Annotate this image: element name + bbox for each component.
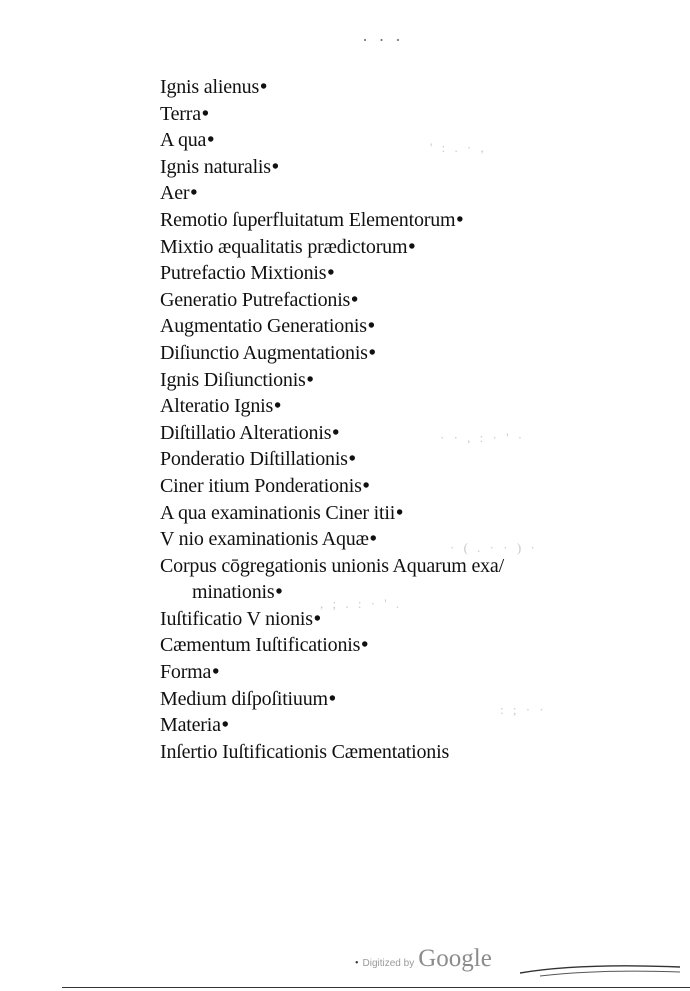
entry-text: A qua examinationis Ciner itii: [160, 501, 396, 524]
entry-text: A qua: [160, 129, 207, 152]
entry-text: Ponderatio Diſtillationis: [160, 448, 348, 471]
entry-text: Materia: [160, 714, 221, 737]
list-item: [160, 632, 504, 659]
entry-terminator: •: [306, 368, 314, 391]
entry-terminator: •: [368, 341, 376, 364]
page-mark: · · ·: [362, 30, 404, 50]
list-item: [160, 127, 504, 154]
entry-text: Diſtillatio Alterationis: [160, 421, 332, 444]
entry-terminator: •: [367, 315, 375, 338]
entry-terminator: •: [369, 528, 377, 551]
list-item: [160, 340, 504, 367]
entry-text: Terra: [160, 102, 201, 125]
list-item: [160, 207, 504, 234]
list-item: [160, 712, 504, 739]
entry-terminator: •: [327, 262, 335, 285]
entry-terminator: •: [271, 155, 279, 178]
entry-text: Ignis alienus: [160, 76, 260, 98]
list-item: [160, 287, 504, 314]
entry-terminator: •: [348, 448, 356, 471]
entry-terminator: •: [274, 395, 282, 418]
entries-list: [160, 74, 504, 765]
list-item: [160, 234, 504, 261]
bleed-through: : ; · ·: [500, 702, 547, 717]
entry-text: Iuſtificatio V nionis: [160, 607, 313, 630]
entry-text: Putrefactio Mixtionis: [160, 262, 327, 285]
bleed-through: ' : . · ,: [430, 140, 487, 155]
entry-terminator: •: [207, 129, 215, 152]
list-item: [160, 473, 504, 500]
entry-terminator: •: [456, 208, 464, 231]
page-edge-line: [62, 987, 690, 988]
entry-text: Medium diſpoſitiuum: [160, 687, 328, 710]
entry-terminator: •: [313, 607, 321, 630]
entry-text: Remotio ſuperfluitatum Elementorum: [160, 208, 456, 231]
list-item: [160, 180, 504, 207]
bleed-through: · ( . · · ) ·: [450, 540, 538, 555]
entry-text: Cæmentum Iuſtificationis: [160, 634, 361, 657]
list-item: [160, 74, 504, 101]
list-item: [160, 686, 504, 713]
list-item: [160, 739, 504, 766]
bleed-through: · · , : · ' ·: [440, 430, 526, 445]
entry-terminator: •: [361, 634, 369, 657]
google-logo: Google: [418, 945, 492, 972]
entry-text: Diſiunctio Augmentationis: [160, 341, 368, 364]
list-item: [160, 526, 504, 553]
entry-text: Augmentatio Generationis: [160, 315, 367, 338]
list-item: [160, 553, 504, 580]
bullet-icon: •: [355, 958, 359, 969]
entry-text: Inſertio Iuſtificationis Cæmentationis: [160, 740, 450, 763]
entry-text: Aer: [160, 182, 190, 205]
digitized-watermark: [355, 945, 492, 973]
entry-text: minationis: [192, 581, 275, 604]
page-edge-swash: [520, 961, 680, 977]
entry-text: V nio examinationis Aquæ: [160, 528, 369, 551]
bleed-through: , ; . : · ' .: [320, 596, 403, 611]
entry-terminator: •: [212, 661, 220, 684]
entry-terminator: •: [275, 581, 283, 604]
entry-text: Generatio Putrefactionis: [160, 288, 351, 311]
list-item: [160, 393, 504, 420]
entry-text: Mixtio æqualitatis prædictorum: [160, 235, 408, 258]
entry-terminator: •: [396, 501, 404, 524]
entry-text: Ignis Diſiunctionis: [160, 368, 306, 391]
entry-terminator: •: [221, 714, 229, 737]
list-item: [160, 313, 504, 340]
digitized-prefix: Digitized by: [362, 958, 415, 969]
list-item: [160, 154, 504, 181]
list-item: [160, 367, 504, 394]
list-item: [160, 101, 504, 128]
entry-terminator: •: [351, 288, 359, 311]
list-item: [160, 500, 504, 527]
list-item: [160, 446, 504, 473]
list-item: [160, 579, 504, 606]
entry-text: Forma: [160, 661, 212, 684]
list-item: [160, 659, 504, 686]
list-item: [160, 420, 504, 447]
entry-text: Alteratio Ignis: [160, 395, 274, 418]
entry-text: Corpus cōgregationis unionis Aquarum exa/: [160, 554, 504, 577]
entry-terminator: •: [332, 421, 340, 444]
entry-text: Ciner itium Ponderationis: [160, 474, 362, 497]
entry-text: Ignis naturalis: [160, 155, 271, 178]
entry-terminator: •: [190, 182, 198, 205]
list-item: [160, 606, 504, 633]
entry-terminator: •: [362, 474, 370, 497]
entry-terminator: •: [408, 235, 416, 258]
entry-terminator: •: [328, 687, 336, 710]
entry-terminator: •: [201, 102, 209, 125]
entry-terminator: •: [260, 76, 268, 98]
list-item: [160, 260, 504, 287]
